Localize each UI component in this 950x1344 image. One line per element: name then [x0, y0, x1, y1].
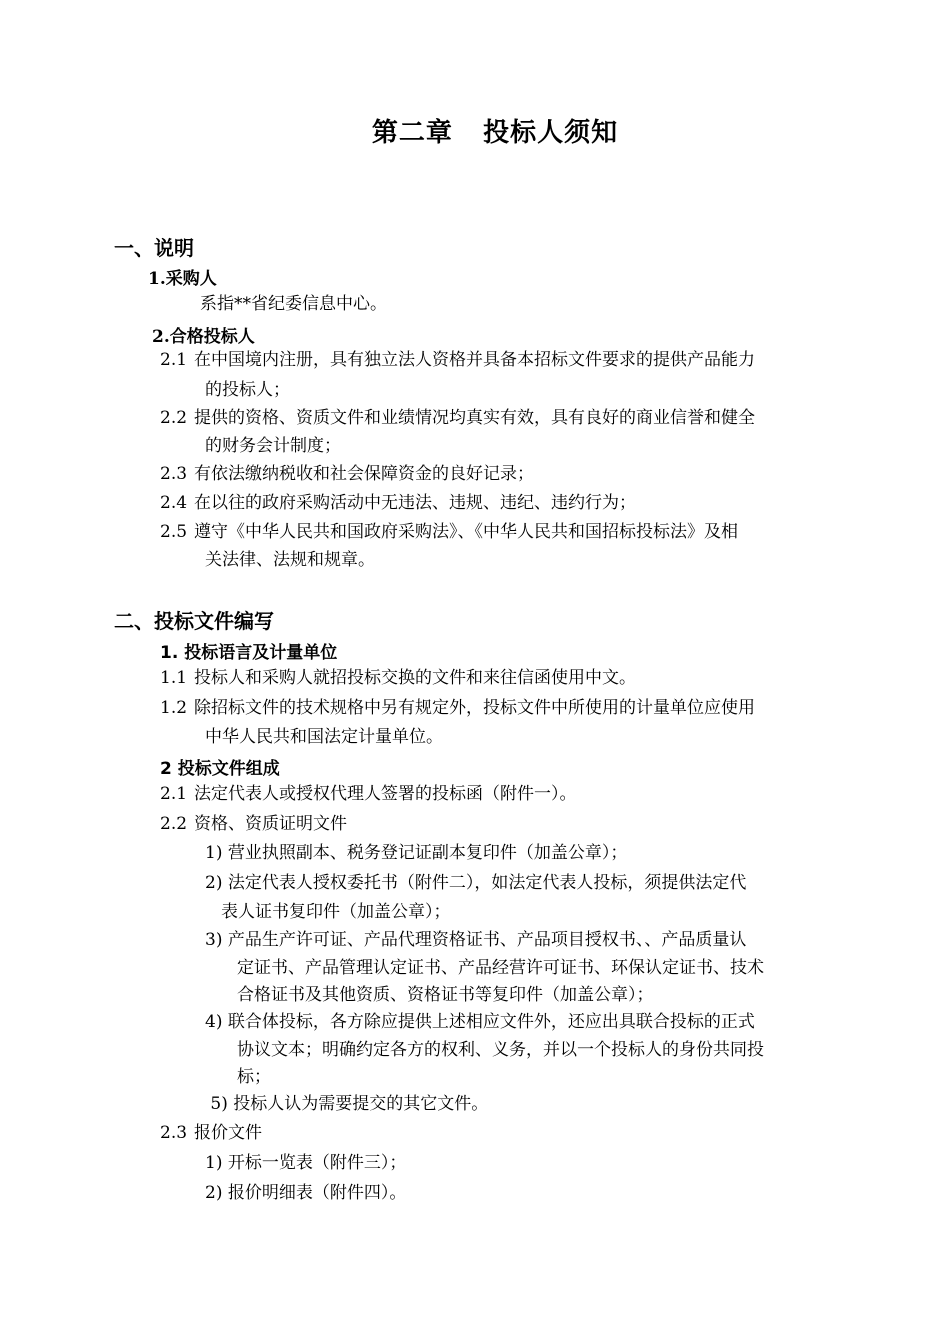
- pricing-subitem-2: 2) 报价明细表（附件四）。: [205, 1183, 407, 1203]
- subitem-4-line3: 标；: [237, 1067, 271, 1087]
- subheading-qualified-bidder: 2.合格投标人: [152, 327, 255, 347]
- subitem-3-line3: 合格证书及其他资质、资格证书等复印件（加盖公章）；: [237, 985, 654, 1005]
- clause-2-3: [160, 464, 534, 484]
- clause-number: 2.5: [160, 522, 188, 542]
- clause-2-1-line2: 的投标人；: [205, 380, 290, 400]
- clause-number: 2.2: [160, 408, 188, 428]
- clause-2-2-qualification: [160, 814, 347, 834]
- subitem-2-line2: 表人证书复印件（加盖公章）；: [221, 902, 451, 922]
- chapter-title: 第二章 投标人须知: [371, 118, 619, 148]
- clause-2-3-pricing: [160, 1123, 262, 1143]
- subitem-2-line1: 2) 法定代表人授权委托书（附件二），如法定代表人投标，须提供法定代: [205, 873, 747, 893]
- clause-2-5-line2: 关法律、法规和规章。: [205, 550, 375, 570]
- clause-2-1-line1: [160, 350, 836, 370]
- clause-number: 1.1: [160, 668, 188, 688]
- clause-2-4: [160, 493, 636, 513]
- clause-2-5-line1: [160, 522, 738, 542]
- clause-text: 法定代表人或授权代理人签署的投标函（附件一）。: [194, 784, 577, 804]
- subitem-4-line1: 4) 联合体投标，各方除应提供上述相应文件外，还应出具联合投标的正式: [205, 1012, 755, 1032]
- clause-text: 遵守《中华人民共和国政府采购法》、《中华人民共和国招标投标法》及相: [194, 522, 738, 542]
- subitem-1: 1) 营业执照副本、税务登记证副本复印件（加盖公章）；: [205, 843, 628, 863]
- clause-1-2-line2: 中华人民共和国法定计量单位。: [205, 727, 443, 747]
- section-heading-explanation: 一、说明: [114, 236, 194, 260]
- clause-number: 2.4: [160, 493, 188, 513]
- clause-1-2-line1: [160, 698, 755, 718]
- clause-number: 1.2: [160, 698, 188, 718]
- clause-1-1: [160, 668, 636, 688]
- clause-text: 有依法缴纳税收和社会保障资金的良好记录；: [194, 464, 534, 484]
- clause-text: 资格、资质证明文件: [194, 814, 347, 834]
- clause-2-1-letter: [160, 784, 577, 804]
- clause-number: 2.2: [160, 814, 188, 834]
- subheading-purchaser: 1.采购人: [148, 269, 217, 289]
- subitem-4-line2: 协议文本；明确约定各方的权利、义务，并以一个投标人的身份共同投: [237, 1040, 764, 1060]
- subitem-3-line1: 3) 产品生产许可证、产品代理资格证书、产品项目授权书、、产品质量认: [205, 930, 747, 950]
- clause-2-2-line2: 的财务会计制度；: [205, 436, 341, 456]
- subitem-5: 5) 投标人认为需要提交的其它文件。: [205, 1094, 489, 1114]
- clause-text: 在中国境内注册，具有独立法人资格并具备本招标文件要求的提供产品能力: [194, 350, 755, 370]
- clause-number: 2.3: [160, 1123, 188, 1143]
- purchaser-text: 系指**省纪委信息中心。: [200, 294, 387, 314]
- pricing-subitem-1: 1) 开标一览表（附件三）；: [205, 1153, 407, 1173]
- clause-text: 报价文件: [194, 1123, 262, 1143]
- clause-number: 2.3: [160, 464, 188, 484]
- subitem-3-line2: 定证书、产品管理认定证书、产品经营许可证书、环保认定证书、技术: [237, 958, 764, 978]
- subheading-language-units: 1. 投标语言及计量单位: [160, 643, 338, 663]
- clause-text: 在以往的政府采购活动中无违法、违规、违纪、违约行为；: [194, 493, 636, 513]
- clause-text: 提供的资格、资质文件和业绩情况均真实有效，具有良好的商业信誉和健全: [194, 408, 755, 428]
- clause-2-2-line1: [160, 408, 755, 428]
- subheading-composition: 2 投标文件组成: [160, 759, 280, 779]
- clause-text: 投标人和采购人就招投标交换的文件和来往信函使用中文。: [194, 668, 636, 688]
- clause-text: 除招标文件的技术规格中另有规定外，投标文件中所使用的计量单位应使用: [194, 698, 755, 718]
- clause-number: 2.1: [160, 350, 188, 370]
- clause-number: 2.1: [160, 784, 188, 804]
- section-heading-bid-document: 二、投标文件编写: [114, 609, 274, 633]
